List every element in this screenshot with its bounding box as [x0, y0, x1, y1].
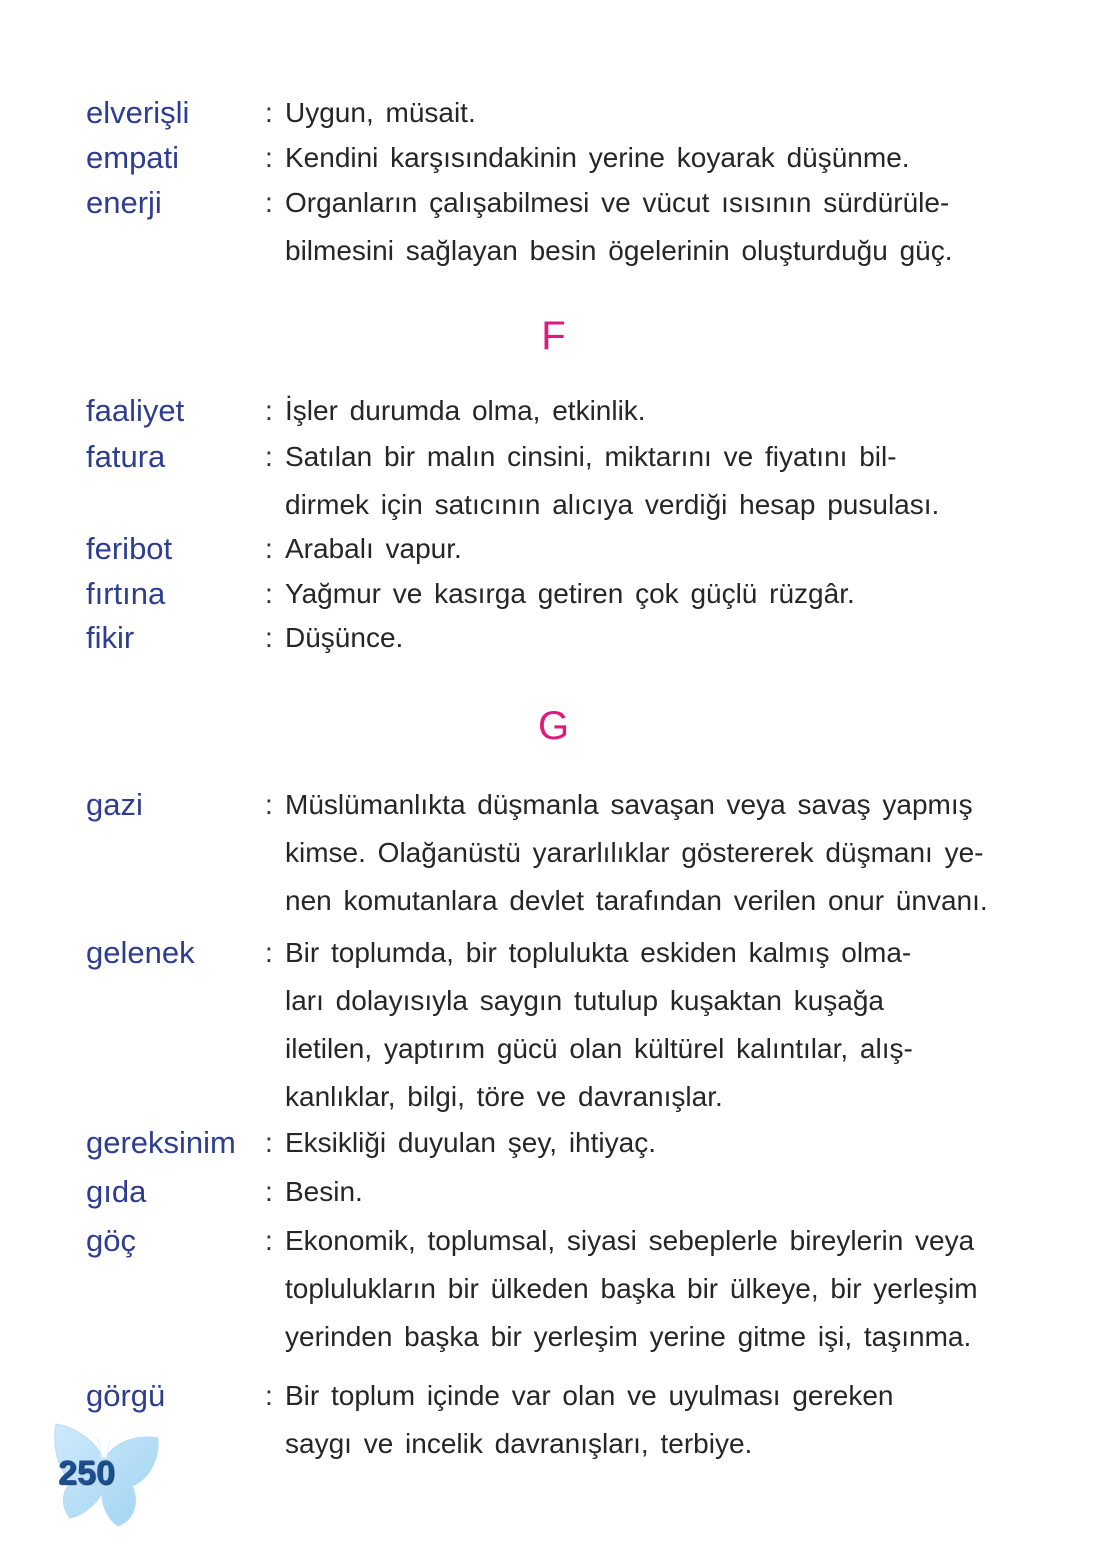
- definition-line: dirmek için satıcının alıcıya verdiği hesap pusulası.: [285, 489, 940, 520]
- glossary-entry: [0, 387, 1107, 435]
- glossary-definition: [285, 1168, 363, 1216]
- definition-line: Müslümanlıkta düşmanla savaşan veya savaş yapmış: [285, 789, 973, 820]
- glossary-term: gelenek: [86, 935, 195, 970]
- glossary-definition: [285, 1372, 894, 1468]
- glossary-entry: [0, 525, 1107, 573]
- glossary-term: fırtına: [86, 576, 166, 611]
- glossary-entry: [0, 1168, 1107, 1216]
- glossary-entry: [0, 433, 1107, 520]
- definition-line: kimse. Olağanüstü yararlılıklar göstererek düşmanı ye-: [285, 837, 984, 868]
- glossary-entry: [0, 614, 1107, 662]
- definition-line: Kendini karşısındakinin yerine koyarak düşünme.: [285, 142, 910, 173]
- glossary-entry: [0, 179, 1107, 266]
- glossary-definition: [285, 134, 910, 182]
- glossary-definition: [285, 1119, 656, 1167]
- glossary-definition: [285, 525, 462, 573]
- page-number: 250: [58, 1454, 115, 1492]
- glossary-term: fatura: [86, 439, 166, 474]
- definition-line: Organların çalışabilmesi ve vücut ısısının sürdürüle-: [285, 187, 950, 218]
- glossary-entry: [0, 781, 1107, 916]
- section-letter-G: G: [537, 704, 570, 748]
- definition-line: Düşünce.: [285, 622, 404, 653]
- colon-separator: :: [265, 187, 273, 218]
- glossary-entry: [0, 134, 1107, 182]
- glossary-term: faaliyet: [86, 393, 185, 428]
- definition-line: Eksikliği duyulan şey, ihtiyaç.: [285, 1127, 656, 1158]
- glossary-definition: [285, 387, 646, 435]
- definition-line: Uygun, müsait.: [285, 97, 476, 128]
- colon-separator: :: [265, 622, 273, 653]
- colon-separator: :: [265, 395, 273, 426]
- section-letter-F: F: [541, 314, 566, 358]
- colon-separator: :: [265, 1127, 273, 1158]
- colon-separator: :: [265, 1176, 273, 1207]
- colon-separator: :: [265, 97, 273, 128]
- definition-line: Bir toplum içinde var olan ve uyulması gereken: [285, 1380, 894, 1411]
- colon-separator: :: [265, 937, 273, 968]
- glossary-entry: [0, 929, 1107, 1112]
- glossary-entry: [0, 89, 1107, 137]
- definition-line: Satılan bir malın cinsini, miktarını ve fiyatını bil-: [285, 441, 897, 472]
- definition-line: Besin.: [285, 1176, 363, 1207]
- colon-separator: :: [265, 441, 273, 472]
- glossary-term: göç: [86, 1223, 136, 1258]
- glossary-term: feribot: [86, 531, 173, 566]
- colon-separator: :: [265, 533, 273, 564]
- definition-line: nen komutanlara devlet tarafından verilen onur ünvanı.: [285, 885, 988, 916]
- glossary-entry: [0, 570, 1107, 618]
- glossary-term: gazi: [86, 787, 143, 822]
- definition-line: saygı ve incelik davranışları, terbiye.: [285, 1428, 753, 1459]
- glossary-entry: [0, 1217, 1107, 1352]
- glossary-term: empati: [86, 140, 180, 175]
- definition-line: İşler durumda olma, etkinlik.: [285, 395, 646, 426]
- definition-line: Ekonomik, toplumsal, siyasi sebeplerle bireylerin veya: [285, 1225, 975, 1256]
- glossary-definition: [285, 1217, 978, 1361]
- glossary-term: enerji: [86, 185, 162, 220]
- glossary-definition: [285, 433, 939, 529]
- colon-separator: :: [265, 1225, 273, 1256]
- glossary-entry: [0, 1372, 1107, 1459]
- glossary-term: gereksinim: [86, 1125, 236, 1160]
- colon-separator: :: [265, 789, 273, 820]
- definition-line: yerinden başka bir yerleşim yerine gitme işi, taşınma.: [285, 1321, 972, 1352]
- glossary-term: görgü: [86, 1378, 166, 1413]
- glossary-definition: [285, 89, 476, 137]
- glossary-definition: [285, 781, 988, 925]
- glossary-definition: [285, 614, 403, 662]
- colon-separator: :: [265, 142, 273, 173]
- glossary-term: fikir: [86, 620, 135, 655]
- definition-line: toplulukların bir ülkeden başka bir ülkeye, bir yerleşim: [285, 1273, 978, 1304]
- glossary-definition: [285, 179, 953, 275]
- glossary-entry: [0, 1119, 1107, 1167]
- definition-line: kanlıklar, bilgi, töre ve davranışlar.: [285, 1081, 723, 1112]
- colon-separator: :: [265, 1380, 273, 1411]
- glossary-definition: [285, 929, 913, 1121]
- definition-line: Arabalı vapur.: [285, 533, 462, 564]
- colon-separator: :: [265, 578, 273, 609]
- glossary-term: elverişli: [86, 95, 190, 130]
- definition-line: Bir toplumda, bir toplulukta eskiden kalmış olma-: [285, 937, 912, 968]
- definition-line: Yağmur ve kasırga getiren çok güçlü rüzgâr.: [285, 578, 855, 609]
- definition-line: iletilen, yaptırım gücü olan kültürel kalıntılar, alış-: [285, 1033, 913, 1064]
- definition-line: ları dolayısıyla saygın tutulup kuşaktan kuşağa: [285, 985, 885, 1016]
- glossary-term: gıda: [86, 1174, 147, 1209]
- definition-line: bilmesini sağlayan besin ögelerinin oluşturduğu güç.: [285, 235, 953, 266]
- glossary-definition: [285, 570, 855, 618]
